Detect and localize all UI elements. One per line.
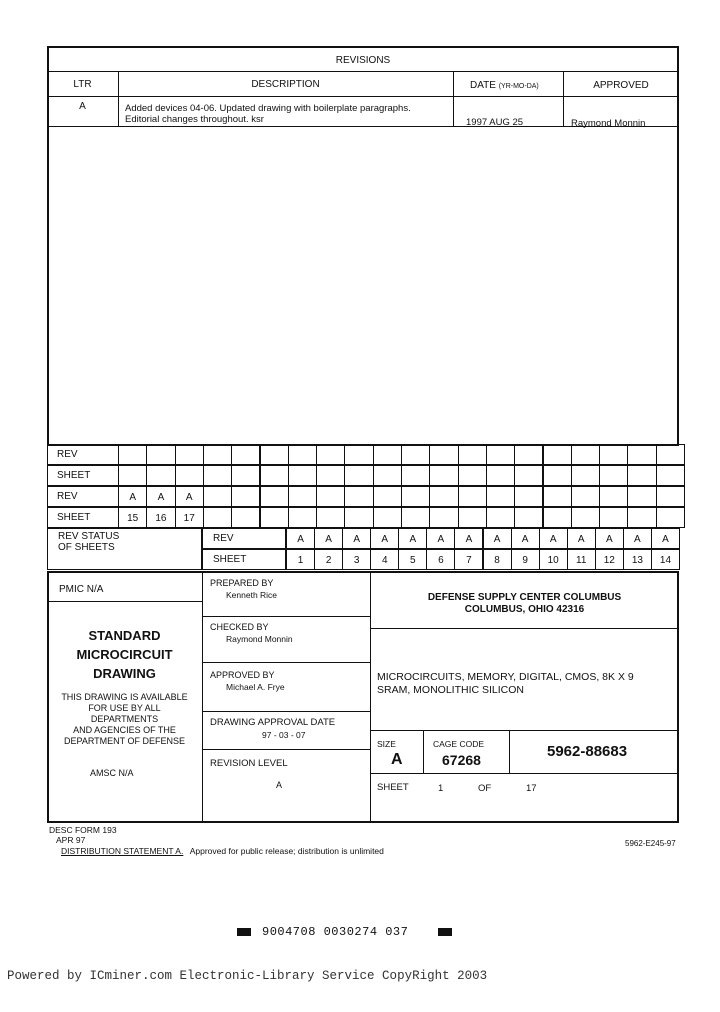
distribution-text: Approved for public release; distribution is unlimited	[189, 846, 384, 856]
empty-cell	[429, 486, 458, 507]
empty-cell	[656, 465, 685, 486]
rev-row-desc-2: Editorial changes throughout. ksr	[125, 114, 264, 125]
main-rev-label: REV	[213, 533, 234, 544]
availability-line-4: AND AGENCIES OF THE	[73, 725, 176, 735]
empty-cell	[175, 465, 204, 486]
empty-cell	[401, 444, 430, 465]
empty-cell	[656, 486, 685, 507]
header-date-format: (YR-MO-DA)	[498, 83, 539, 90]
empty-cell	[288, 486, 317, 507]
standard-title-1: STANDARD	[88, 628, 161, 643]
empty-cell	[429, 507, 458, 528]
main-rev-cell: A	[342, 528, 371, 549]
pmic-label: PMIC N/A	[59, 584, 104, 595]
main-sheet-cell: 5	[398, 549, 427, 570]
empty-cell	[231, 444, 260, 465]
size-col-divider	[423, 730, 424, 773]
main-rev-cell: A	[483, 528, 512, 549]
empty-cell	[429, 465, 458, 486]
main-sheet-cell: 2	[314, 549, 343, 570]
prepared-by-name: Kenneth Rice	[226, 590, 278, 600]
empty-cell	[656, 444, 685, 465]
empty-cell	[373, 507, 402, 528]
empty-cell	[146, 465, 175, 486]
main-rev-cell: A	[595, 528, 624, 549]
sheet-label: SHEET	[57, 512, 91, 523]
empty-cell	[344, 486, 373, 507]
size-label: SIZE	[377, 739, 396, 749]
rev-status-label-1: REV STATUS	[58, 531, 120, 542]
cage-col-divider	[509, 730, 510, 773]
main-rev-cell: A	[426, 528, 455, 549]
empty-cell	[344, 507, 373, 528]
barcode-text: 9004708 0030274 037	[262, 925, 409, 939]
empty-cell	[260, 465, 289, 486]
rev-row-approved: Raymond Monnin	[571, 118, 646, 129]
rev-row-desc-1: Added devices 04-06. Updated drawing with boilerplate paragraphs.	[125, 103, 411, 114]
empty-cell	[571, 465, 600, 486]
empty-cell	[203, 465, 232, 486]
main-rev-cell: A	[539, 528, 568, 549]
header-description: DESCRIPTION	[251, 79, 320, 90]
main-sheet-cell: 6	[426, 549, 455, 570]
header-date	[470, 80, 539, 91]
pmic-divider	[47, 601, 202, 602]
empty-cell	[458, 444, 487, 465]
sig-divider	[202, 616, 370, 617]
empty-cell	[344, 465, 373, 486]
barcode-block-right	[438, 928, 452, 936]
main-sheet-label: SHEET	[213, 554, 247, 565]
empty-cell	[543, 507, 572, 528]
empty-cell	[175, 444, 204, 465]
rev-row-ltr: A	[79, 101, 86, 112]
rev-status-label-2: OF SHEETS	[58, 542, 115, 553]
header-ltr: LTR	[73, 79, 92, 90]
empty-cell	[316, 465, 345, 486]
sig-divider	[202, 711, 370, 712]
device-title-1: MICROCIRCUITS, MEMORY, DIGITAL, CMOS, 8K X 9	[377, 671, 634, 683]
rev-col-divider	[453, 71, 454, 126]
empty-cell	[260, 444, 289, 465]
empty-cell	[231, 486, 260, 507]
empty-cell	[203, 486, 232, 507]
empty-cell	[486, 465, 515, 486]
main-sheet-cell: 3	[342, 549, 371, 570]
empty-cell	[599, 507, 628, 528]
main-sheet-cell: 11	[567, 549, 596, 570]
sig-divider	[202, 749, 370, 750]
prepared-by-label: PREPARED BY	[210, 578, 274, 588]
empty-cell	[288, 444, 317, 465]
upper-sheet-cell: 15	[118, 507, 147, 528]
empty-cell	[373, 465, 402, 486]
empty-cell	[316, 486, 345, 507]
size-divider	[370, 773, 679, 774]
empty-cell	[118, 465, 147, 486]
empty-cell	[543, 444, 572, 465]
empty-cell	[543, 486, 572, 507]
main-sheet-cell: 9	[511, 549, 540, 570]
main-sheet-cell: 1	[286, 549, 315, 570]
sheet-total: 17	[526, 783, 537, 794]
main-rev-cell: A	[370, 528, 399, 549]
availability-line-3: DEPARTMENTS	[90, 714, 159, 724]
form-number: DESC FORM 193	[49, 825, 117, 835]
empty-cell	[260, 507, 289, 528]
upper-rev-cell: A	[175, 486, 204, 507]
distribution-label: DISTRIBUTION STATEMENT A.	[61, 846, 184, 856]
main-rev-cell: A	[314, 528, 343, 549]
cage-code-value: 67268	[442, 752, 481, 768]
device-title-2: SRAM, MONOLITHIC SILICON	[377, 684, 525, 696]
form-code: 5962-E245-97	[625, 839, 676, 848]
size-value: A	[391, 751, 403, 768]
empty-cell	[203, 507, 232, 528]
empty-cell	[260, 486, 289, 507]
empty-cell	[316, 444, 345, 465]
drawing-number: 5962-88683	[547, 743, 628, 760]
sheet-label: SHEET	[377, 782, 409, 793]
upper-sheet-cell: 16	[146, 507, 175, 528]
empty-cell	[514, 465, 543, 486]
empty-cell	[288, 465, 317, 486]
main-sheet-cell: 8	[483, 549, 512, 570]
empty-cell	[146, 444, 175, 465]
empty-cell	[344, 444, 373, 465]
empty-cell	[458, 507, 487, 528]
empty-cell	[458, 486, 487, 507]
sheet-number: 1	[438, 783, 444, 794]
empty-cell	[571, 486, 600, 507]
revisions-title: REVISIONS	[335, 55, 391, 66]
empty-cell	[543, 465, 572, 486]
empty-cell	[373, 444, 402, 465]
main-rev-cell: A	[286, 528, 315, 549]
approved-by-label: APPROVED BY	[210, 670, 275, 680]
upper-rev-cell: A	[146, 486, 175, 507]
empty-cell	[486, 444, 515, 465]
empty-cell	[514, 486, 543, 507]
agency-line-2: COLUMBUS, OHIO 42316	[464, 604, 585, 615]
rev-title-divider	[47, 71, 679, 72]
empty-cell	[627, 507, 656, 528]
main-sheet-cell: 10	[539, 549, 568, 570]
sig-divider	[202, 662, 370, 663]
approved-by-name: Michael A. Frye	[226, 682, 285, 692]
main-sheet-cell: 4	[370, 549, 399, 570]
header-approved: APPROVED	[593, 80, 649, 91]
empty-cell	[486, 507, 515, 528]
empty-cell	[627, 465, 656, 486]
empty-cell	[514, 507, 543, 528]
rev-row-date: 1997 AUG 25	[466, 117, 524, 128]
main-rev-cell: A	[651, 528, 680, 549]
checked-by-label: CHECKED BY	[210, 622, 269, 632]
header-date-label: DATE	[470, 80, 496, 91]
empty-cell	[627, 486, 656, 507]
approval-date-label: DRAWING APPROVAL DATE	[210, 717, 336, 728]
title-col-divider	[202, 571, 203, 823]
empty-cell	[599, 444, 628, 465]
empty-cell	[231, 465, 260, 486]
empty-cell	[401, 507, 430, 528]
rev-header-divider	[47, 96, 679, 97]
cage-code-label: CAGE CODE	[433, 739, 485, 749]
empty-cell	[571, 507, 600, 528]
revision-level-label: REVISION LEVEL	[210, 758, 288, 769]
empty-cell	[627, 444, 656, 465]
form-date: APR 97	[56, 835, 86, 845]
main-rev-cell: A	[623, 528, 652, 549]
empty-cell	[401, 465, 430, 486]
availability-line-1: THIS DRAWING IS AVAILABLE	[61, 692, 188, 702]
upper-rev-cell: A	[118, 486, 147, 507]
empty-cell	[373, 486, 402, 507]
main-rev-cell: A	[398, 528, 427, 549]
empty-cell	[429, 444, 458, 465]
main-rev-cell: A	[454, 528, 483, 549]
empty-cell	[514, 444, 543, 465]
empty-cell	[656, 507, 685, 528]
standard-title-2: MICROCIRCUIT	[76, 647, 173, 662]
empty-cell	[401, 486, 430, 507]
agency-line-1: DEFENSE SUPPLY CENTER COLUMBUS	[427, 592, 622, 603]
agency-divider	[370, 628, 679, 629]
empty-cell	[486, 486, 515, 507]
amsc-label: AMSC N/A	[90, 768, 134, 778]
empty-cell	[316, 507, 345, 528]
upper-sheet-cell: 17	[175, 507, 204, 528]
main-rev-cell: A	[511, 528, 540, 549]
main-sheet-cell: 13	[623, 549, 652, 570]
distribution-statement	[61, 847, 384, 856]
rev-label: REV	[57, 449, 78, 460]
revision-level-value: A	[276, 780, 283, 790]
sheet-label: SHEET	[57, 470, 91, 481]
device-divider	[370, 730, 679, 731]
empty-cell	[571, 444, 600, 465]
availability-line-5: DEPARTMENT OF DEFENSE	[63, 736, 186, 746]
main-sheet-cell: 12	[595, 549, 624, 570]
empty-cell	[599, 465, 628, 486]
empty-cell	[118, 444, 147, 465]
rev-label: REV	[57, 491, 78, 502]
main-sheet-cell: 14	[651, 549, 680, 570]
approval-date: 97 - 03 - 07	[262, 730, 306, 740]
of-label: OF	[478, 783, 492, 794]
empty-cell	[203, 444, 232, 465]
main-sheet-cell: 7	[454, 549, 483, 570]
availability-line-2: FOR USE BY ALL	[88, 703, 161, 713]
empty-cell	[599, 486, 628, 507]
standard-title-3: DRAWING	[93, 666, 156, 681]
barcode-block-left	[237, 928, 251, 936]
checked-by-name: Raymond Monnin	[226, 634, 293, 644]
main-rev-cell: A	[567, 528, 596, 549]
empty-cell	[288, 507, 317, 528]
empty-cell	[458, 465, 487, 486]
empty-cell	[231, 507, 260, 528]
powered-by-text: Powered by ICminer.com Electronic-Library Service CopyRight 2003	[7, 969, 488, 983]
